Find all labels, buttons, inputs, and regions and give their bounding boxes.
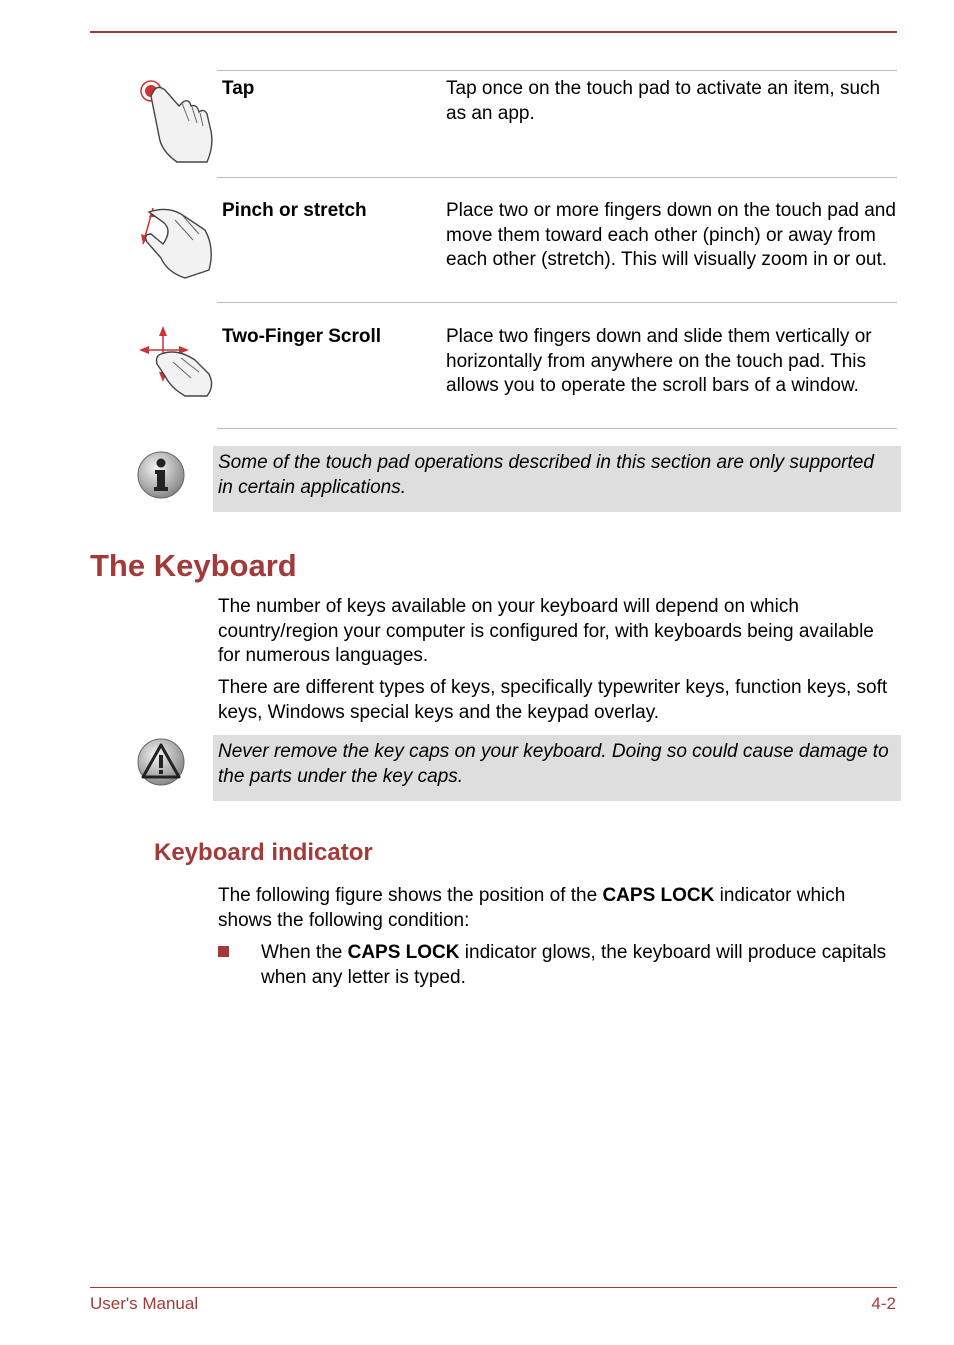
gesture-description: Place two fingers down and slide them vertically or horizontally from anywhere on the touch pad. This allows you to operate the scroll bars of a window. <box>446 326 872 396</box>
tap-hand-icon <box>137 76 217 168</box>
text-run: The following figure shows the position of the <box>218 885 603 906</box>
pinch-hand-icon <box>137 200 217 282</box>
caps-lock-label: CAPS LOCK <box>347 942 460 963</box>
gesture-name: Tap <box>222 78 255 99</box>
text-run: indicator glows, the keyboard will produce capitals when any letter is typed. <box>261 942 887 988</box>
warning-note: Never remove the key caps on your keyboard. Doing so could cause damage to the parts under the key caps. <box>213 735 901 801</box>
section-paragraph: There are different types of keys, specifically typewriter keys, function keys, soft keys, Windows special keys and the keypad overlay. <box>218 677 888 723</box>
gesture-name: Two-Finger Scroll <box>222 326 382 347</box>
footer-rule <box>90 1287 897 1288</box>
section-paragraph: The number of keys available on your keyboard will depend on which country/region your computer is configured for, with keyboards being available for numerous languages. <box>218 596 874 666</box>
section-title: The Keyboard <box>90 548 297 583</box>
warning-icon <box>136 737 186 787</box>
gesture-row-scroll <box>217 302 897 429</box>
subsection-title: Keyboard indicator <box>154 839 373 866</box>
gesture-description: Place two or more fingers down on the touch pad and move them toward each other (pinch) or away from each other (stretch). This will visually zoom in or out. <box>446 200 896 270</box>
info-note: Some of the touch pad operations described in this section are only supported in certain applications. <box>213 446 901 512</box>
header-rule <box>90 31 897 33</box>
caps-lock-label: CAPS LOCK <box>602 885 715 906</box>
gesture-description: Tap once on the touch pad to activate an item, such as an app. <box>446 78 881 124</box>
bullet-marker <box>218 946 229 957</box>
scroll-hand-icon <box>137 324 217 400</box>
gesture-name: Pinch or stretch <box>222 200 367 221</box>
info-icon <box>136 450 186 500</box>
page-number: 4-2 <box>871 1294 896 1313</box>
text-run: indicator which shows the following condition: <box>218 885 846 931</box>
gesture-row-tap <box>217 70 897 177</box>
indicator-paragraph <box>218 884 898 933</box>
bullet-item <box>261 941 901 990</box>
gesture-row-pinch <box>217 177 897 303</box>
footer-title: User's Manual <box>90 1294 199 1313</box>
text-run: When the <box>261 942 348 963</box>
